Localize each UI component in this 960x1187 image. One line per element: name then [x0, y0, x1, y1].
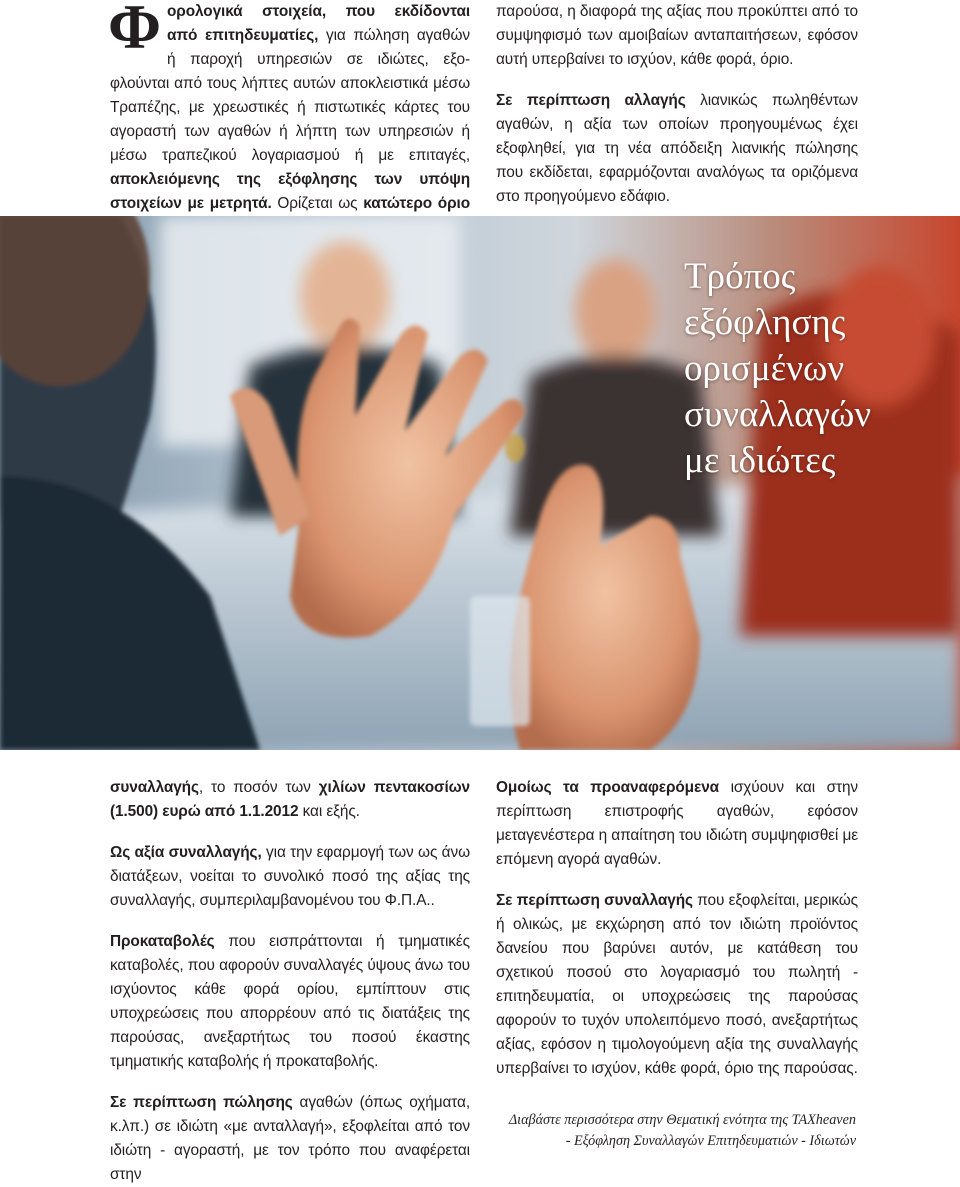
top-left-line-3: ή παροχή υπηρεσιών σε ιδιώτες, εξο- — [166, 51, 470, 68]
drop-cap: Φ — [108, 0, 161, 62]
photo-title-line: Τρόπος — [684, 256, 796, 297]
top-left-line-2: από επιτηδευματίες, για πώληση αγαθών — [166, 27, 470, 44]
top-left-line-9: στοιχείων με μετρητά. Ορίζεται ως κατώτερο όριο — [110, 195, 471, 212]
read-more-line: - Εξόφληση Συναλλαγών Επιτηδευματιών - Ιδιωτών — [565, 1133, 856, 1149]
photo-title-line: συναλλαγών — [684, 394, 872, 435]
photo-title — [684, 254, 954, 484]
bottom-left-paragraph-1: συναλλαγής, το ποσόν των χιλίων πεντακοσίων (1.500) ευρώ από 1.1.2012 και εξής. — [110, 779, 470, 820]
top-left-line-1: ορολογικά στοιχεία, που εκδίδονται — [166, 3, 470, 20]
read-more-note — [496, 1110, 856, 1152]
top-right-paragraph-2: Σε περίπτωση αλλαγής λιανικώς πωληθέντων αγαθών, η αξία των οποίων προηγουμένως έχει εξοφληθεί, για τη νέα απόδειξη λιανικής πώλησης που εκδίδεται, εφαρμόζονται αναλόγως τα οριζόμενα στο προηγούμενο εδάφιο. — [496, 92, 858, 205]
bottom-right-paragraph-2: Σε περίπτωση συναλλαγής που εξοφλείται, μερικώς ή ολικώς, με εκχώρηση από τον ιδιώτη προϊόντος δανείου που βαρύνει αυτόν, με κατάθεση του σχετικού ποσού στο λογαριασμό του πωλητή - επιτηδευματία, οι υποχρεώσεις της παρούσας αφορούν το τυχόν υπολειπόμενο ποσό, ανεξαρτήτως αξίας, εφόσον η τιμολογούμενη αξία της συναλλαγής υπερβαίνει το ισχύον, κάθε φορά, όριο της παρούσας. — [496, 892, 858, 1077]
top-left-column — [110, 0, 470, 216]
top-left-line-5: Τραπέζης, με χρεωστικές ή πιστωτικές κάρτες του — [110, 99, 470, 116]
bottom-right-column — [496, 776, 858, 1081]
top-right-paragraph-1: παρούσα, η διαφορά της αξίας που προκύπτει από το συμψηφισμό των αμοιβαίων ανταπαιτήσεων, εφόσον αυτή υπερβαίνει το ισχύον, κάθε φορά, όριο. — [496, 3, 858, 68]
top-left-line-4: φλούνται από τους λήπτες αυτών αποκλειστικά μέσω — [110, 75, 470, 92]
bottom-left-paragraph-4: Σε περίπτωση πώλησης αγαθών (όπως οχήματα, κ.λπ.) σε ιδιώτη «με ανταλλαγή», εξοφλείται από τον ιδιώτη - αγοραστή, με τον τρόπο που αναφέρεται στην — [110, 1094, 470, 1183]
top-right-column — [496, 0, 858, 209]
bottom-left-paragraph-2: Ως αξία συναλλαγής, για την εφαρμογή των ως άνω διατάξεων, νοείται το συνολικό ποσό της αξίας της συναλλαγής, συμπεριλαμβανομένου του Φ.Π.Α.. — [110, 844, 470, 909]
photo-title-line: με ιδιώτες — [684, 440, 836, 481]
bottom-left-paragraph-3: Προκαταβολές που εισπράττονται ή τμηματικές καταβολές, που αφορούν συναλλαγές ύψους άνω του ισχύοντος κάθε φορά ορίου, εμπίπτουν στις υποχρεώσεις που απορρέουν από τις διατάξεις της παρούσας, ανεξαρτήτως του ποσού έκαστης τμηματικής καταβολής ή προκαταβολής. — [110, 933, 470, 1070]
read-more-line: Διαβάστε περισσότερα στην Θεματική ενότητα της TAXheaven — [508, 1112, 856, 1128]
top-left-line-8: αποκλειόμενης της εξόφλησης των υπόψη — [110, 171, 470, 188]
bottom-right-paragraph-1: Ομοίως τα προαναφερόμενα ισχύουν και στην περίπτωση επιστροφής αγαθών, εφόσον μεταγενέστερα η απαίτηση του ιδιώτη συμψηφισθεί με επόμενη αγορά αγαθών. — [496, 779, 858, 868]
top-left-line-7: μέσω τραπεζικού λογαριασμού ή με επιταγές, — [110, 147, 470, 164]
photo-title-line: ορισμένων — [684, 348, 845, 389]
photo-title-line: εξόφλησης — [684, 302, 846, 343]
bottom-left-column — [110, 776, 470, 1187]
top-left-line-6: αγοραστή των αγαθών ή λήπτη των υπηρεσιών ή — [110, 123, 470, 140]
